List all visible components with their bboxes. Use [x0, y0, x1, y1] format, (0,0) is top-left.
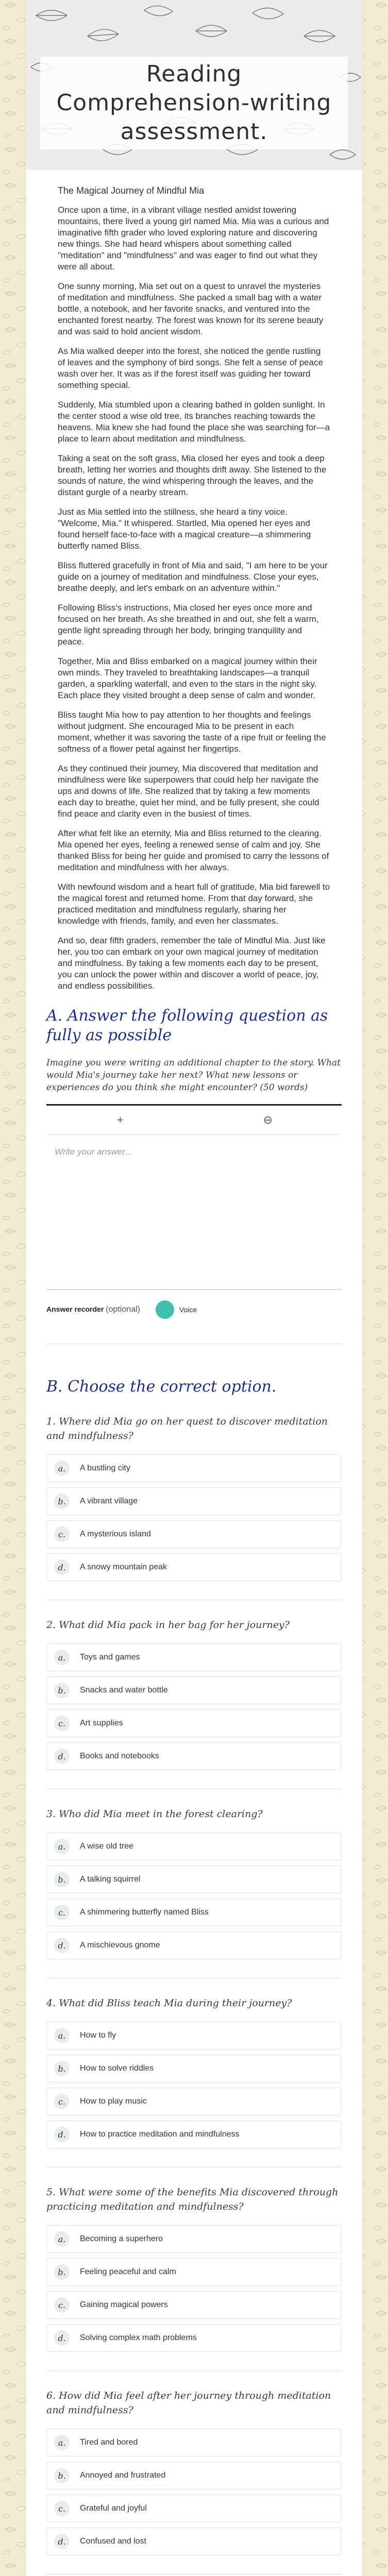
option-letter-badge: a.: [54, 1839, 70, 1854]
story-paragraph: With newfound wisdom and a heart full of gratitude, Mia bid farewell to the magical forest and returned home. From that day forward, she practiced meditation and mindfulness regularly, sharing her knowledge with friends, family, and even her classmates.: [58, 882, 330, 926]
plus-icon[interactable]: +: [116, 1113, 124, 1126]
header-banner: [26, 0, 362, 170]
option-letter-badge: a.: [54, 2028, 70, 2043]
recorder-mode-label: Voice: [179, 1306, 197, 1314]
option-letter-badge: c.: [54, 2501, 70, 2516]
option-text: Feeling peaceful and calm: [80, 2267, 176, 2276]
option-text: A wise old tree: [80, 1842, 134, 1851]
recorder-label: Answer recorder (optional): [46, 1305, 140, 1314]
option-letter-badge: d.: [54, 2534, 70, 2549]
option-letter-badge: b.: [54, 2468, 70, 2483]
open-question-block: [46, 1057, 342, 1319]
option-letter-badge: a.: [54, 2435, 70, 2450]
answer-option[interactable]: [46, 2088, 342, 2115]
question-text: 6. How did Mia feel after her journey through meditation and mindfulness?: [46, 2390, 331, 2416]
answer-option[interactable]: [46, 2324, 342, 2352]
option-letter-badge: c.: [54, 2094, 70, 2109]
mcq-question: [46, 1807, 342, 1978]
option-letter-badge: d.: [54, 1938, 70, 1953]
option-letter-badge: c.: [54, 1527, 70, 1542]
section-a-heading: A. Answer the following question as fully as possible: [46, 1007, 328, 1044]
answer-option[interactable]: [46, 2121, 342, 2148]
option-text: A talking squirrel: [80, 1875, 141, 1884]
question-text: 3. Who did Mia meet in the forest clearing?: [46, 1808, 263, 1820]
story-paragraph: Together, Mia and Bliss embarked on a magical journey within their own minds. They traveled to breathtaking landscapes—a tranquil garden, a sparkling waterfall, and even to the stars in the night sky. Each place they visited brought a deep sense of calm and wonder.: [58, 656, 317, 700]
answer-option[interactable]: [46, 2055, 342, 2082]
story-paragraph: Once upon a time, in a vibrant village nestled amidst towering mountains, there lived a young girl named Mia. Mia was a curious and imaginative fifth grader who loved exploring nature and discovering new things. She had heard whispers about something called "meditation" and "mindfulness" and was eager to find out what they were all about.: [58, 205, 329, 272]
title-box: [40, 57, 348, 149]
option-letter-badge: d.: [54, 2127, 70, 2142]
answer-option[interactable]: [46, 1931, 342, 1959]
answer-option[interactable]: [46, 2528, 342, 2555]
answer-option[interactable]: [46, 1520, 342, 1548]
answer-option[interactable]: [46, 1709, 342, 1737]
divider: [46, 2370, 342, 2371]
mcq-question: [46, 1996, 342, 2167]
option-letter-badge: d.: [54, 1560, 70, 1575]
question-text: 1. Where did Mia go on her quest to discover meditation and mindfulness?: [46, 1416, 328, 1442]
page-title: Reading Comprehension-writing assessment.: [40, 57, 348, 149]
option-text: A snowy mountain peak: [80, 1563, 167, 1571]
option-text: How to practice meditation and mindfulness: [80, 2130, 240, 2139]
option-text: Toys and games: [80, 1653, 140, 1662]
story-section: [26, 170, 362, 992]
option-text: Confused and lost: [80, 2537, 146, 2546]
answer-textarea[interactable]: Write your answer...: [55, 1147, 132, 1157]
option-letter-badge: a.: [54, 2231, 70, 2247]
mcq-question: [46, 2185, 342, 2371]
answer-option[interactable]: [46, 1742, 342, 1770]
option-text: Snacks and water bottle: [80, 1686, 168, 1694]
mcq-question: [46, 1414, 342, 1600]
option-text: How to fly: [80, 2031, 116, 2040]
answer-option[interactable]: [46, 1899, 342, 1926]
option-text: A mischievous gnome: [80, 1941, 160, 1950]
answer-option[interactable]: [46, 1487, 342, 1515]
option-letter-badge: b.: [54, 2061, 70, 2076]
story-paragraph: And so, dear fifth graders, remember the tale of Mindful Mia. Just like her, you too can embark on your own magical journey of meditation and mindfulness. By taking a few moments each day to be present, you can unlock the power within and discover a world of peace, joy, and endless possibilities.: [58, 936, 326, 991]
option-letter-badge: b.: [54, 1872, 70, 1887]
story-paragraph: Suddenly, Mia stumbled upon a clearing bathed in golden sunlight. In the center stood a wise old tree, its branches reaching towards the heavens. Mia knew she had found the place she was searching for—a place to learn about meditation and mindfulness.: [58, 400, 330, 444]
option-letter-badge: a.: [54, 1650, 70, 1665]
answer-recorder: [46, 1300, 342, 1319]
option-letter-badge: c.: [54, 1716, 70, 1731]
question-text: 5. What were some of the benefits Mia discovered through practicing meditation and mindfulness?: [46, 2187, 339, 2212]
voice-record-button[interactable]: [156, 1300, 174, 1319]
story-paragraph: One sunny morning, Mia set out on a quest to unravel the mysteries of meditation and mindfulness. She packed a small bag with a water bottle, a notebook, and her favorite snacks, and ventured into the enchanted forest nearby. The forest was known for its serene beauty and was said to hold ancient wisdom.: [58, 281, 324, 336]
option-text: Grateful and joyful: [80, 2504, 147, 2513]
option-text: Art supplies: [80, 1719, 123, 1727]
open-question-prompt: Imagine you were writing an additional chapter to the story. What would Mia's journey take her next? What new lessons or experiences do you think she might encounter? (50 words): [46, 1058, 341, 1093]
option-text: How to play music: [80, 2097, 147, 2106]
mcq-question: [46, 2388, 342, 2574]
story-paragraph: As they continued their journey, Mia discovered that meditation and mindfulness were like superpowers that could help her navigate the ups and downs of life. She realized that by taking a few moments each day to breathe, quiet her mind, and be fully present, she could find peace and clarity even in the busiest of times.: [58, 764, 319, 819]
answer-option[interactable]: [46, 2462, 342, 2489]
story-paragraph: Bliss taught Mia how to pay attention to her thoughts and feelings without judgment. She encouraged Mia to be present in each moment, whether it was savoring the taste of a ripe fruit or feeling the softness of a flower petal against her fingertips.: [58, 710, 326, 754]
option-text: Tired and bored: [80, 2438, 138, 2447]
option-text: A shimmering butterfly named Bliss: [80, 1908, 209, 1917]
editor-toolbar: [46, 1106, 342, 1134]
option-text: Solving complex math problems: [80, 2333, 197, 2342]
question-text: 2. What did Mia pack in her bag for her journey?: [46, 1619, 290, 1631]
option-text: Gaining magical powers: [80, 2300, 168, 2309]
answer-option[interactable]: [46, 2258, 342, 2286]
answer-option[interactable]: [46, 1833, 342, 1860]
story-paragraph: Just as Mia settled into the stillness, she heard a tiny voice. "Welcome, Mia." It whispered. Startled, Mia opened her eyes and found herself face-to-face with a magical creature—a shimmering butterfly named Bliss.: [58, 507, 311, 551]
option-letter-badge: c.: [54, 2297, 70, 2313]
option-letter-badge: d.: [54, 1749, 70, 1764]
option-letter-badge: c.: [54, 1905, 70, 1920]
story-paragraph: Taking a seat on the soft grass, Mia closed her eyes and took a deep breath, letting her worries and thoughts drift away. She listened to the sounds of nature, the wind whispering through the leaves, and the distant gurgle of a nearby stream.: [58, 453, 327, 497]
answer-editor: [46, 1104, 342, 1290]
story-paragraph: As Mia walked deeper into the forest, she noticed the gentle rustling of leaves and the symphony of bird songs. She felt a sense of peace wash over her. It was as if the forest itself was guiding her toward something special.: [58, 346, 324, 390]
option-letter-badge: a.: [54, 1461, 70, 1476]
answer-option[interactable]: [46, 2022, 342, 2049]
answer-option[interactable]: [46, 1866, 342, 1893]
answer-option[interactable]: [46, 2291, 342, 2319]
option-text: Books and notebooks: [80, 1752, 159, 1760]
option-letter-badge: b.: [54, 1683, 70, 1698]
answer-option[interactable]: [46, 2495, 342, 2522]
option-letter-badge: d.: [54, 2330, 70, 2346]
option-letter-badge: b.: [54, 2264, 70, 2280]
option-text: A vibrant village: [80, 1497, 138, 1505]
option-letter-badge: b.: [54, 1494, 70, 1509]
section-b-heading: B. Choose the correct option.: [46, 1378, 277, 1396]
mcq-question: [46, 1618, 342, 1789]
story-paragraph: After what felt like an eternity, Mia and Bliss returned to the clearing. Mia opened her eyes, feeling a renewed sense of calm and joy. She thanked Bliss for being her guide and promised to carry the lessons of meditation and mindfulness with her always.: [58, 828, 329, 872]
equation-icon[interactable]: ⊖: [263, 1113, 273, 1126]
answer-option[interactable]: [46, 2429, 342, 2456]
story-title: The Magical Journey of Mindful Mia: [58, 185, 205, 196]
option-text: A bustling city: [80, 1464, 130, 1472]
option-text: A mysterious island: [80, 1530, 151, 1538]
question-text: 4. What did Bliss teach Mia during their journey?: [46, 1997, 292, 2009]
worksheet-page: [26, 0, 362, 2576]
option-text: How to solve riddles: [80, 2064, 154, 2073]
story-paragraph: Following Bliss's instructions, Mia closed her eyes once more and focused on her breath. As she breathed in and out, she felt a warm, gentle light spreading through her body, bringing tranquility and peace.: [58, 603, 319, 647]
answer-option[interactable]: [46, 1454, 342, 1482]
answer-option[interactable]: [46, 2225, 342, 2253]
story-paragraph: Bliss fluttered gracefully in front of Mia and said, "I am here to be your guide on a journey of meditation and mindfulness. Close your eyes, breathe deeply, and let's embark on an adventure within.": [58, 561, 328, 593]
answer-option[interactable]: [46, 1643, 342, 1671]
answer-option[interactable]: [46, 1676, 342, 1704]
option-text: Annoyed and frustrated: [80, 2471, 166, 2480]
option-text: Becoming a superhero: [80, 2234, 163, 2243]
answer-option[interactable]: [46, 1553, 342, 1581]
mcq-list: [26, 1414, 362, 2576]
